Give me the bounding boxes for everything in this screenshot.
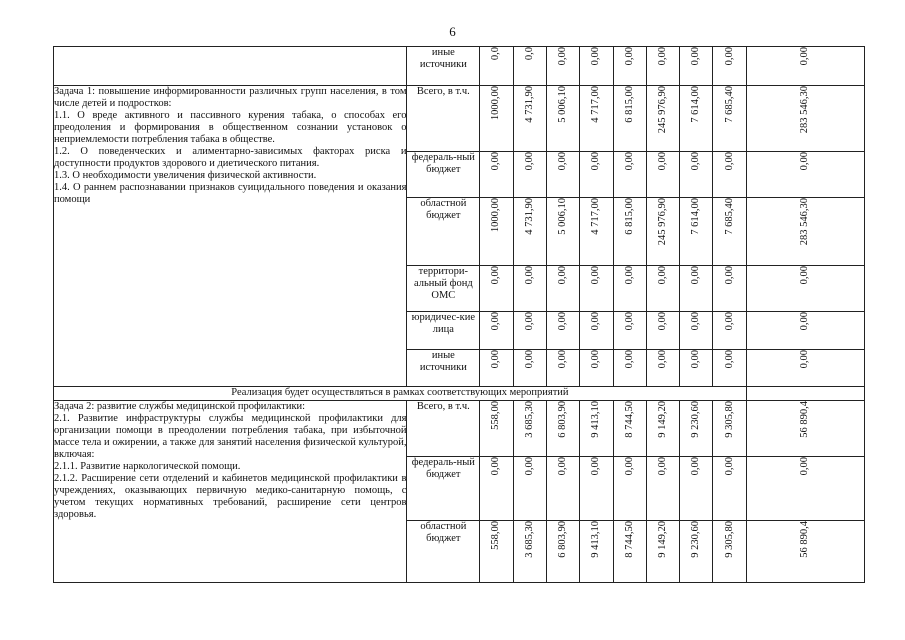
- value-text: 4 717,00: [590, 86, 602, 123]
- value-text: 0,00: [690, 457, 702, 476]
- year-value-cell: [713, 457, 746, 521]
- year-value-cell: [580, 266, 613, 312]
- year-value-cell: [480, 86, 513, 152]
- value-text: 0,00: [656, 457, 668, 476]
- funding-source-cell: Всего, в т.ч.: [407, 86, 480, 152]
- value-text: 0,00: [523, 312, 535, 331]
- value-text: 0,00: [690, 350, 702, 369]
- year-value-cell: [546, 312, 579, 350]
- year-value-cell: [513, 312, 546, 350]
- total-value-cell: [746, 47, 864, 86]
- year-value-cell: [580, 152, 613, 198]
- value-text: 0,00: [523, 152, 535, 171]
- value-text: 0,00: [656, 152, 668, 171]
- value-text: 245 976,90: [656, 86, 668, 134]
- year-value-cell: [546, 152, 579, 198]
- value-text: 4 731,90: [523, 86, 535, 123]
- year-value-cell: [480, 266, 513, 312]
- value-text: 0,00: [656, 312, 668, 331]
- implementation-note: Реализация будет осуществляться в рамках соответствующих мероприятий: [54, 387, 747, 401]
- value-text: 0,00: [557, 152, 568, 171]
- task-description-line: 1.4. О раннем распознавании признаков суицидального поведения и оказания помощи: [54, 182, 407, 205]
- task-description-line: Задача 1: повышение информированности различных групп населения, в том числе детей и подростков:: [54, 86, 407, 109]
- funding-source-cell: Всего, в т.ч.: [407, 401, 480, 457]
- year-value-cell: [613, 86, 646, 152]
- year-value-cell: [546, 266, 579, 312]
- year-value-cell: [546, 198, 579, 266]
- value-text: 0,00: [723, 152, 735, 171]
- year-value-cell: [513, 86, 546, 152]
- year-value-cell: [680, 457, 713, 521]
- year-value-cell: [513, 47, 546, 86]
- value-text: 0,00: [490, 312, 502, 331]
- value-text: 0,00: [623, 350, 635, 369]
- value-text: 0,00: [590, 350, 602, 369]
- value-text: 0,00: [656, 350, 668, 369]
- value-text: 9 149,20: [656, 401, 668, 438]
- year-value-cell: [513, 521, 546, 583]
- year-value-cell: [613, 198, 646, 266]
- value-text: 3 685,30: [523, 401, 535, 438]
- year-value-cell: [480, 521, 513, 583]
- value-text: 0,00: [490, 457, 502, 476]
- year-value-cell: [613, 521, 646, 583]
- value-text: 0,00: [723, 266, 735, 285]
- year-value-cell: [580, 350, 613, 387]
- value-text: 0,00: [799, 266, 811, 285]
- year-value-cell: [646, 198, 679, 266]
- value-text: 0,00: [490, 350, 502, 369]
- value-text: 0,00: [656, 266, 668, 285]
- value-text: 1000,00: [490, 86, 502, 121]
- year-value-cell: [680, 152, 713, 198]
- value-text: 0,00: [799, 152, 811, 171]
- value-text: 5 006,10: [557, 86, 568, 123]
- value-text: 9 413,10: [590, 521, 602, 558]
- value-text: 0,00: [623, 312, 635, 331]
- total-value-cell: [746, 198, 864, 266]
- year-value-cell: [480, 457, 513, 521]
- funding-source-cell: федераль-ный бюджет: [407, 152, 480, 198]
- year-value-cell: [513, 401, 546, 457]
- total-value-cell: [746, 86, 864, 152]
- table-row: [54, 47, 865, 86]
- value-text: 283 546,30: [799, 86, 811, 134]
- task-description-line: 1.2. О поведенческих и алиментарно-зависимых факторах риска и доступности продуктов здорового и диетического питания.: [54, 146, 407, 169]
- value-text: 7 614,00: [690, 198, 702, 235]
- year-value-cell: [580, 312, 613, 350]
- year-value-cell: [713, 521, 746, 583]
- year-value-cell: [546, 47, 579, 86]
- funding-source-cell: областной бюджет: [407, 198, 480, 266]
- year-value-cell: [646, 457, 679, 521]
- year-value-cell: [480, 47, 513, 86]
- task-description-cell: [54, 86, 407, 387]
- value-text: 0,00: [590, 152, 602, 171]
- total-value-cell: [746, 312, 864, 350]
- value-text: 0,00: [523, 266, 535, 285]
- value-text: 9 230,60: [690, 521, 702, 558]
- funding-source-cell: иные источники: [407, 47, 480, 86]
- value-text: 0,00: [690, 266, 702, 285]
- value-text: 9 149,20: [656, 521, 668, 558]
- task-description-line: 1.1. О вреде активного и пассивного курения табака, о способах его преодоления и формирования в общественном сознании установок о неприемлемости потребления табака в обществе.: [54, 110, 407, 145]
- value-text: 0,00: [623, 47, 635, 66]
- value-text: 0,00: [623, 457, 635, 476]
- value-text: 0,00: [590, 457, 602, 476]
- task-description-line: 2.1.2. Расширение сети отделений и кабинетов медицинской профилактики в учреждениях, оказывающих первичную медико-санитарную помощь, с учетом текущих нормативных требований, расширение сети центров здоровья.: [54, 473, 407, 520]
- year-value-cell: [546, 521, 579, 583]
- year-value-cell: [580, 47, 613, 86]
- value-text: 6 803,90: [557, 401, 568, 438]
- year-value-cell: [513, 350, 546, 387]
- value-text: 0,00: [557, 266, 568, 285]
- total-value-cell: [746, 266, 864, 312]
- value-text: 0,00: [523, 457, 535, 476]
- value-text: 9 413,10: [590, 401, 602, 438]
- task-description-line: 2.1.1. Развитие наркологической помощи.: [54, 461, 241, 472]
- year-value-cell: [613, 350, 646, 387]
- value-text: 0,00: [557, 457, 568, 476]
- year-value-cell: [480, 401, 513, 457]
- year-value-cell: [480, 152, 513, 198]
- total-value-cell: [746, 521, 864, 583]
- value-text: 6 803,90: [557, 521, 568, 558]
- year-value-cell: [713, 266, 746, 312]
- value-text: 9 230,60: [690, 401, 702, 438]
- value-text: 0,00: [623, 266, 635, 285]
- year-value-cell: [580, 86, 613, 152]
- year-value-cell: [580, 521, 613, 583]
- year-value-cell: [580, 457, 613, 521]
- year-value-cell: [680, 401, 713, 457]
- year-value-cell: [713, 152, 746, 198]
- year-value-cell: [546, 401, 579, 457]
- value-text: 0,00: [656, 47, 668, 66]
- year-value-cell: [480, 198, 513, 266]
- value-text: 0,0: [523, 47, 535, 61]
- value-text: 1000,00: [490, 198, 502, 233]
- value-text: 7 685,40: [723, 198, 735, 235]
- value-text: 0,0: [490, 47, 502, 61]
- value-text: 558,00: [490, 401, 502, 430]
- value-text: 0,00: [557, 350, 568, 369]
- value-text: 0,00: [590, 312, 602, 331]
- year-value-cell: [713, 47, 746, 86]
- value-text: 0,00: [557, 47, 568, 66]
- value-text: 0,00: [799, 47, 811, 66]
- total-value-cell: [746, 401, 864, 457]
- year-value-cell: [646, 401, 679, 457]
- year-value-cell: [680, 312, 713, 350]
- funding-source-cell: иные источники: [407, 350, 480, 387]
- year-value-cell: [680, 350, 713, 387]
- year-value-cell: [546, 457, 579, 521]
- value-text: 0,00: [490, 266, 502, 285]
- value-text: 283 546,30: [799, 198, 811, 246]
- value-text: 3 685,30: [523, 521, 535, 558]
- value-text: 0,00: [590, 47, 602, 66]
- total-value-cell: [746, 457, 864, 521]
- year-value-cell: [546, 350, 579, 387]
- value-text: 0,00: [557, 312, 568, 331]
- year-value-cell: [680, 266, 713, 312]
- value-text: 9 305,80: [723, 521, 735, 558]
- value-text: 0,00: [623, 152, 635, 171]
- year-value-cell: [613, 47, 646, 86]
- year-value-cell: [680, 47, 713, 86]
- year-value-cell: [546, 86, 579, 152]
- value-text: 6 815,00: [623, 198, 635, 235]
- year-value-cell: [513, 457, 546, 521]
- year-value-cell: [646, 86, 679, 152]
- year-value-cell: [513, 152, 546, 198]
- value-text: 0,00: [723, 47, 735, 66]
- year-value-cell: [580, 401, 613, 457]
- funding-source-cell: территори-альный фонд ОМС: [407, 266, 480, 312]
- value-text: 0,00: [590, 266, 602, 285]
- funding-source-cell: юридичес-кие лица: [407, 312, 480, 350]
- value-text: 0,00: [690, 47, 702, 66]
- value-text: 7 614,00: [690, 86, 702, 123]
- total-value-cell: [746, 350, 864, 387]
- value-text: 0,00: [490, 152, 502, 171]
- year-value-cell: [613, 266, 646, 312]
- task-description-cell: [54, 401, 407, 583]
- year-value-cell: [646, 266, 679, 312]
- note-row-end-cell: [746, 387, 864, 401]
- value-text: 0,00: [723, 312, 735, 331]
- funding-source-cell: областной бюджет: [407, 521, 480, 583]
- value-text: 558,00: [490, 521, 502, 550]
- year-value-cell: [613, 152, 646, 198]
- total-value-cell: [746, 152, 864, 198]
- year-value-cell: [680, 86, 713, 152]
- value-text: 0,00: [799, 312, 811, 331]
- year-value-cell: [713, 198, 746, 266]
- value-text: 4 731,90: [523, 198, 535, 235]
- value-text: 0,00: [690, 152, 702, 171]
- year-value-cell: [713, 350, 746, 387]
- value-text: 5 006,10: [557, 198, 568, 235]
- year-value-cell: [646, 350, 679, 387]
- value-text: 56 890,4: [799, 401, 811, 438]
- value-text: 6 815,00: [623, 86, 635, 123]
- value-text: 56 890,4: [799, 521, 811, 558]
- year-value-cell: [646, 47, 679, 86]
- funding-source-cell: федераль-ный бюджет: [407, 457, 480, 521]
- year-value-cell: [646, 521, 679, 583]
- table-row: [54, 86, 865, 152]
- value-text: 8 744,50: [623, 521, 635, 558]
- year-value-cell: [480, 312, 513, 350]
- year-value-cell: [646, 152, 679, 198]
- value-text: 0,00: [723, 457, 735, 476]
- value-text: 0,00: [523, 350, 535, 369]
- year-value-cell: [713, 312, 746, 350]
- year-value-cell: [613, 457, 646, 521]
- year-value-cell: [680, 198, 713, 266]
- value-text: 0,00: [799, 350, 811, 369]
- year-value-cell: [513, 198, 546, 266]
- value-text: 7 685,40: [723, 86, 735, 123]
- year-value-cell: [480, 350, 513, 387]
- value-text: 245 976,90: [656, 198, 668, 246]
- task-description-line: 1.3. О необходимости увеличения физической активности.: [54, 170, 317, 181]
- year-value-cell: [646, 312, 679, 350]
- value-text: 0,00: [723, 350, 735, 369]
- year-value-cell: [713, 401, 746, 457]
- year-value-cell: [713, 86, 746, 152]
- value-text: 0,00: [799, 457, 811, 476]
- note-row: [54, 387, 865, 401]
- year-value-cell: [680, 521, 713, 583]
- empty-description-cell: [54, 47, 407, 86]
- task-description-line: Задача 2: развитие службы медицинской профилактики:: [54, 401, 306, 412]
- year-value-cell: [580, 198, 613, 266]
- year-value-cell: [613, 401, 646, 457]
- value-text: 9 305,80: [723, 401, 735, 438]
- table-row: [54, 401, 865, 457]
- year-value-cell: [613, 312, 646, 350]
- value-text: 4 717,00: [590, 198, 602, 235]
- value-text: 8 744,50: [623, 401, 635, 438]
- year-value-cell: [513, 266, 546, 312]
- value-text: 0,00: [690, 312, 702, 331]
- page-number: 6: [449, 24, 456, 39]
- task-description-line: 2.1. Развитие инфраструктуры службы медицинской профилактики для организации помощи в преодолении потребления табака, при избыточной массе тела и ожирении, а также для занятий населения физической культурой, включая:: [54, 413, 407, 460]
- budget-table: [53, 46, 865, 583]
